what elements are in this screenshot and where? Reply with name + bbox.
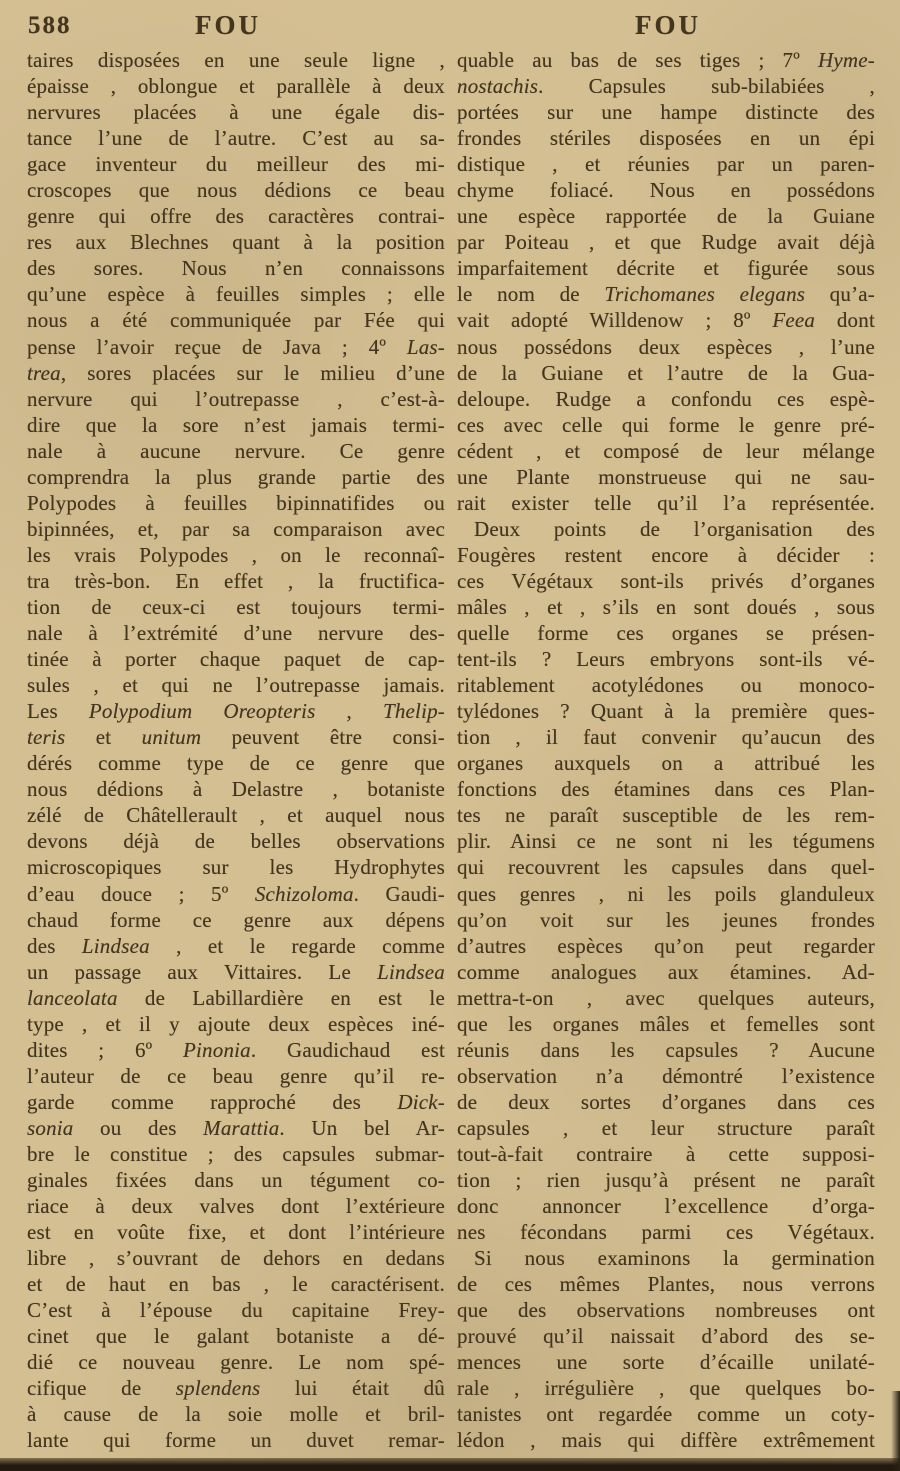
text-line: zélé de Châtellerault , et auquel nous xyxy=(27,803,445,828)
text-line: nous dédions à Delastre , botaniste xyxy=(27,777,445,802)
text-line: des Lindsea , et le regarde comme xyxy=(27,933,445,958)
text-line: l’auteur de ce beau genre qu’il re- xyxy=(27,1063,445,1088)
text-line: bre le constitue ; des capsules submar- xyxy=(27,1141,445,1166)
scan-edge-corner xyxy=(891,1391,900,1471)
text-line: microscopiques sur les Hydrophytes xyxy=(27,855,445,880)
text-line: type , et il y ajoute deux espèces iné- xyxy=(27,1011,445,1036)
text-line: tout-à-fait contraire à cette supposi- xyxy=(457,1141,875,1166)
text-line: mettra-t-on , avec quelques auteurs, xyxy=(457,985,875,1010)
text-line: un passage aux Vittaires. Le Lindsea xyxy=(27,959,445,984)
left-column xyxy=(27,47,445,1454)
text-line: ritablement acotylédones ou monoco- xyxy=(457,673,875,698)
text-line: le nom de Trichomanes elegans qu’a- xyxy=(457,282,875,307)
text-line: donc annoncer l’excellence d’orga- xyxy=(457,1194,875,1219)
text-line: qui recouvrent les capsules dans quel- xyxy=(457,855,875,880)
scan-edge-bottom xyxy=(0,1458,900,1471)
text-line: nale à l’extrémité d’une nervure des- xyxy=(27,621,445,646)
text-line: chaud forme ce genre aux dépens xyxy=(27,907,445,932)
text-line: libre , s’ouvrant de dehors en dedans xyxy=(27,1246,445,1271)
text-line: res aux Blechnes quant à la position xyxy=(27,230,445,255)
text-line: sules , et qui ne l’outrepasse jamais. xyxy=(27,673,445,698)
text-line: ces avec celle qui forme le genre pré- xyxy=(457,412,875,437)
text-line: bipinnées, et, par sa comparaison avec xyxy=(27,516,445,541)
right-column xyxy=(457,47,875,1454)
text-line: ces Végétaux sont-ils privés d’organes xyxy=(457,568,875,593)
text-line: épaisse , oblongue et parallèle à deux xyxy=(27,74,445,99)
text-line: des sores. Nous n’en connaissons xyxy=(27,256,445,281)
text-line: sonia ou des Marattia. Un bel Ar- xyxy=(27,1115,445,1140)
text-line: plir. Ainsi ce ne sont ni les tégumens xyxy=(457,829,875,854)
text-line: réunis dans les capsules ? Aucune xyxy=(457,1037,875,1062)
text-line: nale à aucune nervure. Ce genre xyxy=(27,438,445,463)
text-line: tinée à porter chaque paquet de cap- xyxy=(27,647,445,672)
text-line: lédon , mais qui diffère extrêmement xyxy=(457,1428,875,1453)
text-line: croscopes que nous dédions ce beau xyxy=(27,178,445,203)
text-line: Fougères restent encore à décider : xyxy=(457,542,875,567)
text-line: tion de ceux-ci est toujours termi- xyxy=(27,594,445,619)
text-line: de deux sortes d’organes dans ces xyxy=(457,1089,875,1114)
text-line: taires disposées en une seule ligne , xyxy=(27,48,445,72)
text-line: quelle forme ces organes se présen- xyxy=(457,621,875,646)
text-line: qu’une espèce à feuilles simples ; elle xyxy=(27,282,445,307)
text-line: prouvé qu’il naissait d’abord des se- xyxy=(457,1324,875,1349)
text-line: tent-ils ? Leurs embryons sont-ils vé- xyxy=(457,647,875,672)
text-line: Si nous examinons la germination xyxy=(474,1246,875,1271)
text-line: rait exister telle qu’il l’a représentée. xyxy=(457,490,875,515)
text-line: ginales fixées dans un tégument co- xyxy=(27,1168,445,1193)
text-line: une Plante monstrueuse qui ne sau- xyxy=(457,464,875,489)
text-line: Les Polypodium Oreopteris , Thelip- xyxy=(27,699,445,724)
text-line: nous a été communiquée par Fée qui xyxy=(27,308,445,333)
text-line: devons déjà de belles observations xyxy=(27,829,445,854)
text-line: trea, sores placées sur le milieu d’une xyxy=(27,360,445,385)
text-line: d’eau douce ; 5º Schizoloma. Gaudi- xyxy=(27,881,445,906)
text-line: dire que la sore n’est jamais termi- xyxy=(27,412,445,437)
text-line: tion , il faut convenir qu’aucun des xyxy=(457,725,875,750)
text-line: riace à deux valves dont l’extérieure xyxy=(27,1194,445,1219)
text-line: distique , et réunies par un paren- xyxy=(457,152,875,177)
text-line: nous possédons deux espèces , l’une xyxy=(457,334,875,359)
text-line: imparfaitement décrite et figurée sous xyxy=(457,256,875,281)
page-number: 588 xyxy=(28,12,72,39)
text-line: chyme foliacé. Nous en possédons xyxy=(457,178,875,203)
text-line: dites ; 6º Pinonia. Gaudichaud est xyxy=(27,1037,445,1062)
text-line: tion ; rien jusqu’à présent ne paraît xyxy=(457,1168,875,1193)
text-line: lante qui forme un duvet remar- xyxy=(27,1428,445,1453)
text-line: ques genres , ni les poils glanduleux xyxy=(457,881,875,906)
text-line: cifique de splendens lui était dû xyxy=(27,1376,445,1401)
text-line: d’autres espèces qu’on peut regarder xyxy=(457,933,875,958)
text-line: genre qui offre des caractères contrai- xyxy=(27,204,445,229)
text-line: Polypodes à feuilles bipinnatifides ou xyxy=(27,490,445,515)
text-line: rale , irrégulière , que quelques bo- xyxy=(457,1376,875,1401)
text-line: tes ne paraît susceptible de les rem- xyxy=(457,803,875,828)
text-line: les vrais Polypodes , on le reconnaî- xyxy=(27,542,445,567)
text-line: cinet que le galant botaniste a dé- xyxy=(27,1324,445,1349)
text-line: dié ce nouveau genre. Le nom spé- xyxy=(27,1350,445,1375)
text-line: nes fécondans parmi ces Végétaux. xyxy=(457,1220,875,1245)
text-line: pense l’avoir reçue de Java ; 4º Las- xyxy=(27,334,445,359)
running-head-left: FOU xyxy=(195,10,261,40)
text-line: qu’on voit sur les jeunes frondes xyxy=(457,907,875,932)
text-line: tylédones ? Quant à la première ques- xyxy=(457,699,875,724)
text-line: lanceolata de Labillardière en est le xyxy=(27,985,445,1010)
text-line: comme analogues aux étamines. Ad- xyxy=(457,959,875,984)
text-line: une espèce rapportée de la Guiane xyxy=(457,204,875,229)
text-line: tance l’une de l’autre. C’est au sa- xyxy=(27,126,445,151)
text-line: que les organes mâles et femelles sont xyxy=(457,1011,875,1036)
text-line: observation n’a démontré l’existence xyxy=(457,1063,875,1088)
text-line: teris et unitum peuvent être consi- xyxy=(27,725,445,750)
text-line: dérés comme type de ce genre que xyxy=(27,751,445,776)
text-line: gace inventeur du meilleur des mi- xyxy=(27,152,445,177)
text-line: mâles , et , s’ils en sont doués , sous xyxy=(457,594,875,619)
text-line: par Poiteau , et que Rudge avait déjà xyxy=(457,230,875,255)
text-line: comprendra la plus grande partie des xyxy=(27,464,445,489)
text-line: de la Guiane et l’autre de la Gua- xyxy=(457,360,875,385)
text-line: nervure qui l’outrepasse , c’est-à- xyxy=(27,386,445,411)
text-line: que des observations nombreuses ont xyxy=(457,1298,875,1323)
text-line: Deux points de l’organisation des xyxy=(474,516,875,541)
text-line: frondes stériles disposées en un épi xyxy=(457,126,875,151)
text-line: nostachis. Capsules sub-bilabiées , xyxy=(457,74,875,99)
text-line: à cause de la soie molle et bril- xyxy=(27,1402,445,1427)
text-line: organes auxquels on a attribué les xyxy=(457,751,875,776)
text-line: C’est à l’épouse du capitaine Frey- xyxy=(27,1298,445,1323)
text-line: vait adopté Willdenow ; 8º Feea dont xyxy=(457,308,875,333)
text-line: tanistes ont regardée comme un coty- xyxy=(457,1402,875,1427)
running-head-right: FOU xyxy=(635,10,701,40)
text-line: mences une sorte d’écaille unilaté- xyxy=(457,1350,875,1375)
text-line: capsules , et leur structure paraît xyxy=(457,1115,875,1140)
text-line: garde comme rapproché des Dick- xyxy=(27,1089,445,1114)
text-line: quable au bas de ses tiges ; 7º Hyme- xyxy=(457,48,875,72)
text-line: portées sur une hampe distincte des xyxy=(457,100,875,125)
text-line: de ces mêmes Plantes, nous verrons xyxy=(457,1272,875,1297)
text-line: cédent , et composé de leur mélange xyxy=(457,438,875,463)
text-line: deloupe. Rudge a confondu ces espè- xyxy=(457,386,875,411)
text-line: nervures placées à une égale dis- xyxy=(27,100,445,125)
text-line: tra très-bon. En effet , la fructifica- xyxy=(27,568,445,593)
text-line: et de haut en bas , le caractérisent. xyxy=(27,1272,445,1297)
text-line: est en voûte fixe, et dont l’intérieure xyxy=(27,1220,445,1245)
text-line: fonctions des étamines dans ces Plan- xyxy=(457,777,875,802)
